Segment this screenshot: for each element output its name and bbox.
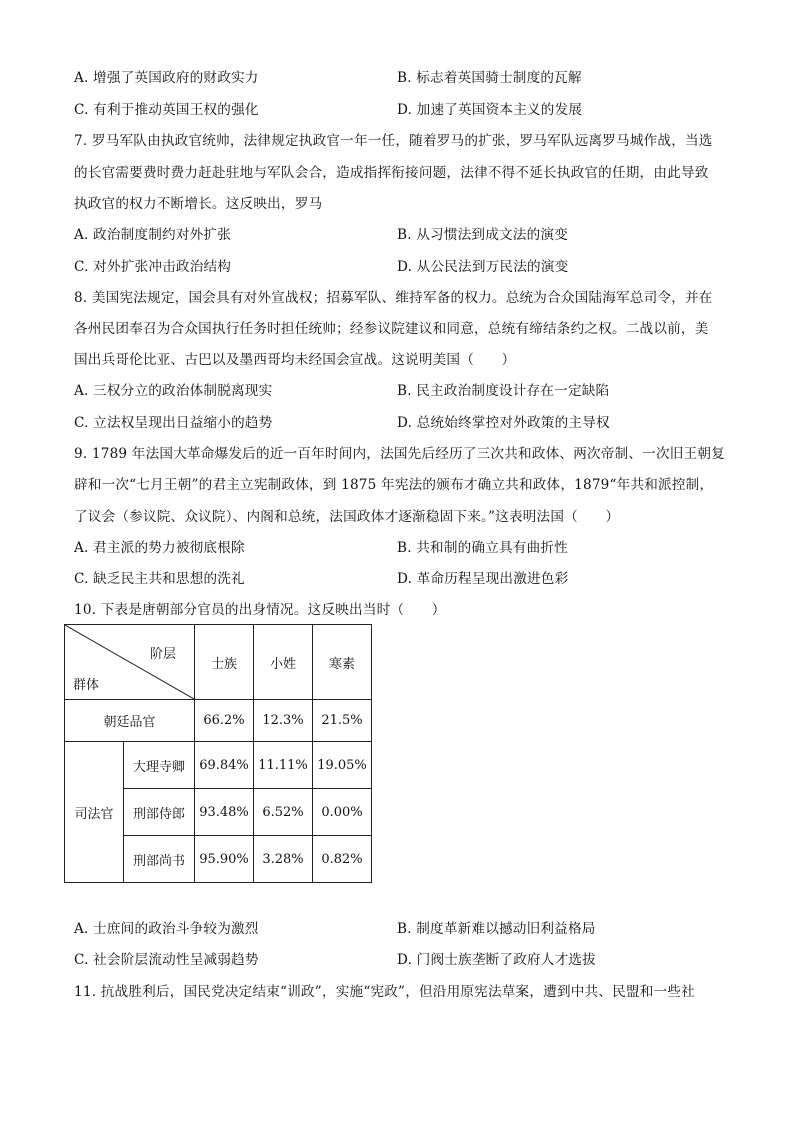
- header-shizu: 士族: [195, 625, 254, 700]
- q8-option-c: C. 立法权呈现出日益缩小的趋势: [74, 415, 273, 431]
- official-origin-table: [64, 624, 372, 883]
- q8-option-a: A. 三权分立的政治体制脱离现实: [74, 383, 273, 399]
- q7-option-a: A. 政治制度制约对外扩张: [74, 227, 231, 243]
- q9-stem-line-2: 辟和一次“七月王朝”的君主立宪制政体，到 1875 年宪法的颁布才确立共和政体，1879“年共和派控制，: [74, 477, 714, 493]
- q10-stem: 10. 下表是唐朝部分官员的出身情况。这反映出当时（ ）: [74, 602, 446, 618]
- q9-option-b: B. 共和制的确立具有曲折性: [397, 540, 568, 556]
- q7-stem-line-1: 7. 罗马军队由执政官统帅，法律规定执政官一年一任，随着罗马的扩张，罗马军队远离罗马城作战，当选: [74, 133, 713, 149]
- q8-option-b: B. 民主政治制度设计存在一定缺陷: [397, 383, 610, 399]
- cell-shilang-hansu: 0.00%: [313, 789, 372, 836]
- q11-stem-line-1: 11. 抗战胜利后，国民党决定结束“训政”，实施“宪政”，但沿用原宪法草案，遭到中共、民盟和一些社: [74, 984, 695, 1000]
- q8-option-d: D. 总统始终掌控对外政策的主导权: [397, 415, 610, 431]
- q7-option-c: C. 对外扩张冲击政治结构: [74, 259, 232, 275]
- cell-court-shizu: 66.2%: [195, 700, 254, 742]
- table-corner-cell: [65, 625, 195, 700]
- q8-stem-line-1: 8. 美国宪法规定，国会具有对外宣战权；招募军队、维持军备的权力。总统为合众国陆海军总司令，并在: [74, 290, 713, 306]
- q6-option-a: A. 增强了英国政府的财政实力: [74, 70, 259, 86]
- q10-option-d: D. 门阀士族垄断了政府人才选拔: [397, 952, 596, 968]
- q9-stem-line-3: 了议会（参议院、众议院）、内阁和总统，法国政体才逐渐稳固下来。”这表明法国（ ）: [74, 509, 620, 525]
- table-row: [65, 700, 372, 742]
- row-label-xingbu-shangshu: 刑部尚书: [124, 836, 195, 883]
- q7-stem-line-3: 执政官的权力不断增长。这反映出，罗马: [74, 196, 323, 212]
- corner-label-class: 阶层: [149, 647, 176, 662]
- row-group-judicial: 司法官: [65, 742, 124, 883]
- q10-option-a: A. 士庶间的政治斗争较为激烈: [74, 921, 259, 937]
- q8-stem-line-3: 国出兵哥伦比亚、古巴以及墨西哥均未经国会宣战。这说明美国（ ）: [74, 352, 516, 368]
- cell-shilang-xiaoxing: 6.52%: [254, 789, 313, 836]
- row-label-court: 朝廷品官: [65, 700, 195, 742]
- cell-shangshu-hansu: 0.82%: [313, 836, 372, 883]
- q6-option-b: B. 标志着英国骑士制度的瓦解: [397, 70, 582, 86]
- cell-dali-hansu: 19.05%: [313, 742, 372, 789]
- table-row: [65, 742, 372, 789]
- q9-option-d: D. 革命历程呈现出激进色彩: [397, 571, 569, 587]
- q6-option-d: D. 加速了英国资本主义的发展: [397, 102, 583, 118]
- q7-option-b: B. 从习惯法到成文法的演变: [397, 227, 568, 243]
- cell-shangshu-xiaoxing: 3.28%: [254, 836, 313, 883]
- header-xiaoxing: 小姓: [254, 625, 313, 700]
- cell-dali-shizu: 69.84%: [195, 742, 254, 789]
- q6-option-c: C. 有利于推动英国王权的强化: [74, 102, 259, 118]
- cell-court-hansu: 21.5%: [313, 700, 372, 742]
- corner-label-group: 群体: [73, 678, 100, 693]
- cell-court-xiaoxing: 12.3%: [254, 700, 313, 742]
- q7-stem-line-2: 的长官需要费时费力赶赴驻地与军队会合，造成指挥衔接问题，法律不得不延长执政官的任期，由此导致: [74, 165, 709, 181]
- q10-option-b: B. 制度革新难以撼动旧利益格局: [397, 921, 596, 937]
- q7-option-d: D. 从公民法到万民法的演变: [397, 259, 569, 275]
- row-label-dali: 大理寺卿: [124, 742, 195, 789]
- header-hansu: 寒素: [313, 625, 372, 700]
- q9-option-a: A. 君主派的势力被彻底根除: [74, 540, 245, 556]
- cell-shilang-shizu: 93.48%: [195, 789, 254, 836]
- q8-stem-line-2: 各州民团奉召为合众国执行任务时担任统帅；经参议院建议和同意，总统有缔结条约之权。二战以前，美: [74, 321, 709, 337]
- q10-option-c: C. 社会阶层流动性呈减弱趋势: [74, 952, 259, 968]
- q9-option-c: C. 缺乏民主共和思想的洗礼: [74, 571, 245, 587]
- table-header-row: [65, 625, 372, 700]
- q9-stem-line-1: 9. 1789 年法国大革命爆发后的近一百年时间内，法国先后经历了三次共和政体、两次帝制、一次旧王朝复: [74, 446, 725, 462]
- row-label-xingbu-shilang: 刑部侍郎: [124, 789, 195, 836]
- cell-dali-xiaoxing: 11.11%: [254, 742, 313, 789]
- cell-shangshu-shizu: 95.90%: [195, 836, 254, 883]
